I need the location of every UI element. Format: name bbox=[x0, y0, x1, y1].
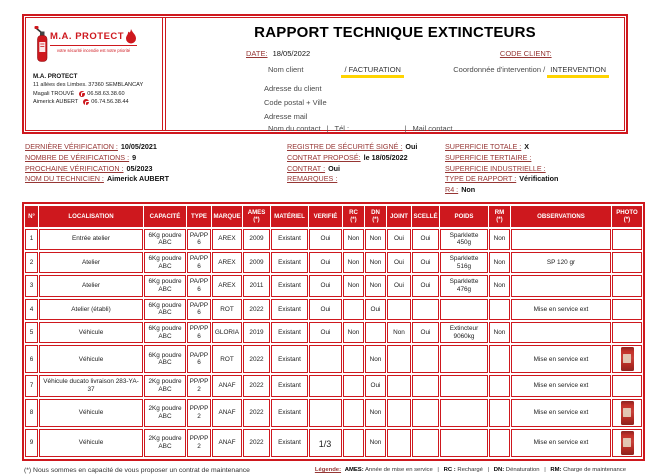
table-row bbox=[25, 399, 642, 427]
cell-marque: ANAF bbox=[212, 429, 242, 457]
cell-type: PP/PP2 bbox=[187, 399, 211, 427]
table-header-row bbox=[25, 206, 642, 227]
header-box bbox=[22, 14, 628, 134]
header-main bbox=[165, 18, 624, 133]
code-postal-label: Code postal + Ville bbox=[264, 97, 327, 107]
cell-ames: 2022 bbox=[243, 429, 270, 457]
phone-icon bbox=[79, 91, 85, 97]
cell-marque: AREX bbox=[212, 229, 242, 250]
cell-rc bbox=[343, 399, 364, 427]
cell-rm: Non bbox=[489, 252, 510, 273]
info-column-verification bbox=[25, 142, 287, 196]
cell-photo bbox=[612, 252, 642, 273]
cell-observations: Mise en service ext bbox=[511, 429, 611, 457]
cell-ames: 2009 bbox=[243, 252, 270, 273]
cell-observations bbox=[511, 229, 611, 250]
column-header: N° bbox=[25, 206, 38, 227]
cell-materiel: Existant bbox=[271, 375, 308, 396]
info-field: REMARQUES : bbox=[287, 174, 338, 184]
column-header: SCELLÉ bbox=[412, 206, 439, 227]
legend-label: Légende: bbox=[314, 466, 342, 473]
separator: | bbox=[326, 123, 329, 133]
cell-verifie: Oui bbox=[309, 275, 342, 296]
date-value: 18/05/2022 bbox=[272, 49, 311, 58]
cell-poids bbox=[440, 375, 488, 396]
extinguisher-photo bbox=[621, 401, 634, 425]
info-field: NOM DU TECHNICIEN : Aimerick AUBERT bbox=[25, 174, 169, 184]
cell-marque: AREX bbox=[212, 252, 242, 273]
cell-rm bbox=[489, 375, 510, 396]
info-column-contrat bbox=[287, 142, 445, 196]
page-number: 1/3 bbox=[318, 439, 332, 449]
cell-numero: 2 bbox=[25, 252, 38, 273]
cell-materiel: Existant bbox=[271, 252, 308, 273]
cell-rm bbox=[489, 399, 510, 427]
cell-observations: Mise en service ext bbox=[511, 375, 611, 396]
cell-scelle: Oui bbox=[412, 275, 439, 296]
cell-dn: Non bbox=[365, 275, 386, 296]
company-address-block bbox=[33, 72, 156, 106]
cell-joint: Oui bbox=[387, 252, 411, 273]
cell-poids: Sparklette 516g bbox=[440, 252, 488, 273]
cell-joint bbox=[387, 299, 411, 320]
coordonnee-intervention-label: Coordonnée d'intervention / bbox=[453, 65, 546, 74]
cell-photo bbox=[612, 322, 642, 343]
cell-marque: GLORIA bbox=[212, 322, 242, 343]
cell-joint: Non bbox=[387, 322, 411, 343]
cell-localisation: Entrée atelier bbox=[39, 229, 143, 250]
company-address: 11 allées des Limbes. 37360 SEMBLANCAY bbox=[33, 82, 144, 89]
cell-capacite: 6Kg poudre ABC bbox=[144, 299, 186, 320]
cell-dn: Oui bbox=[365, 375, 386, 396]
column-header: MATÉRIEL bbox=[271, 206, 308, 227]
cell-rc: Non bbox=[343, 229, 364, 250]
cell-rc: Non bbox=[343, 322, 364, 343]
cell-ames: 2022 bbox=[243, 299, 270, 320]
date-row bbox=[174, 49, 616, 58]
cell-joint bbox=[387, 399, 411, 427]
cell-photo bbox=[612, 299, 642, 320]
column-header: PHOTO (*) bbox=[612, 206, 642, 227]
info-field: SUPERFICIE TERTIAIRE : bbox=[445, 152, 532, 162]
column-header: RC (*) bbox=[343, 206, 364, 227]
cell-localisation: Véhicule bbox=[39, 429, 143, 457]
cell-localisation: Véhicule ducato livraison 283-YA-37 bbox=[39, 375, 143, 396]
cell-ames: 2022 bbox=[243, 399, 270, 427]
cell-type: PA/PP6 bbox=[187, 229, 211, 250]
cell-numero: 4 bbox=[25, 299, 38, 320]
column-header: AMES (*) bbox=[243, 206, 270, 227]
table-row bbox=[25, 345, 642, 373]
cell-dn bbox=[365, 322, 386, 343]
cell-verifie: Oui bbox=[309, 322, 342, 343]
cell-marque: ANAF bbox=[212, 375, 242, 396]
info-field: CONTRAT : Oui bbox=[287, 163, 341, 173]
cell-capacite: 6Kg poudre ABC bbox=[144, 275, 186, 296]
cell-marque: ROT bbox=[212, 299, 242, 320]
contact-line-1: Magali TROUVÉ 06.58.63.38.60 bbox=[33, 90, 125, 97]
cell-capacite: 6Kg poudre ABC bbox=[144, 322, 186, 343]
verification-info-section bbox=[22, 142, 628, 196]
legend bbox=[315, 467, 626, 473]
table-row bbox=[25, 322, 642, 343]
flame-icon bbox=[124, 29, 137, 44]
footer-row bbox=[22, 467, 628, 474]
cell-scelle: Oui bbox=[412, 252, 439, 273]
column-header: TYPE bbox=[187, 206, 211, 227]
legend-item: AMES: Année de mise en service | bbox=[344, 466, 439, 473]
cell-ames: 2022 bbox=[243, 375, 270, 396]
cell-numero: 5 bbox=[25, 322, 38, 343]
cell-localisation: Atelier bbox=[39, 275, 143, 296]
contact-line-2: Aimerick AUBERT 06.74.56.38.44 bbox=[33, 99, 129, 106]
info-field: R4 : Non bbox=[445, 185, 476, 195]
cell-type: PA/PP6 bbox=[187, 275, 211, 296]
maintenance-footnote: (*) Nous sommes en capacité de vous proposer un contrat de maintenance bbox=[24, 466, 250, 474]
cell-capacite: 2Kg poudre ABC bbox=[144, 375, 186, 396]
cell-marque: ANAF bbox=[212, 399, 242, 427]
cell-localisation: Véhicule bbox=[39, 345, 143, 373]
adresse-mail-label: Adresse mail bbox=[264, 111, 308, 121]
nom-du-contact-label: Nom du contact bbox=[268, 123, 321, 133]
cell-verifie: Oui bbox=[309, 299, 342, 320]
cell-marque: ROT bbox=[212, 345, 242, 373]
cell-rm: Non bbox=[489, 322, 510, 343]
cell-rm bbox=[489, 299, 510, 320]
tel-label: Tél : bbox=[334, 123, 350, 133]
cell-photo bbox=[612, 399, 642, 427]
cell-dn: Non bbox=[365, 229, 386, 250]
info-field: REGISTRE DE SÉCURITÉ SIGNÉ : Oui bbox=[287, 142, 418, 151]
intervention-label: INTERVENTION bbox=[547, 65, 609, 78]
cell-rm: Non bbox=[489, 229, 510, 250]
cell-scelle bbox=[412, 375, 439, 396]
legend-item: RM: Charge de maintenance bbox=[550, 466, 626, 473]
cell-verifie bbox=[309, 399, 342, 427]
info-field: SUPERFICIE INDUSTRIELLE : bbox=[445, 163, 546, 173]
cell-materiel: Existant bbox=[271, 322, 308, 343]
column-header: VERIFIÉ bbox=[309, 206, 342, 227]
cell-rc bbox=[343, 299, 364, 320]
cell-photo bbox=[612, 345, 642, 373]
company-logo bbox=[33, 23, 156, 65]
cell-observations: Mise en service ext bbox=[511, 399, 611, 427]
cell-ames: 2009 bbox=[243, 229, 270, 250]
cell-capacite: 6Kg poudre ABC bbox=[144, 229, 186, 250]
cell-joint bbox=[387, 345, 411, 373]
cell-materiel: Existant bbox=[271, 429, 308, 457]
adresse-client-label: Adresse du client bbox=[264, 84, 322, 93]
column-header: OBSERVATIONS bbox=[511, 206, 611, 227]
info-field: SUPERFICIE TOTALE : X bbox=[445, 142, 530, 151]
cell-scelle bbox=[412, 345, 439, 373]
cell-type: PA/PP6 bbox=[187, 299, 211, 320]
cell-localisation: Véhicule bbox=[39, 322, 143, 343]
cell-observations bbox=[511, 275, 611, 296]
cell-type: PP/PP6 bbox=[187, 322, 211, 343]
info-field: CONTRAT PROPOSÉ: le 18/05/2022 bbox=[287, 152, 408, 162]
info-field: DERNIÈRE VÉRIFICATION : 10/05/2021 bbox=[25, 142, 157, 151]
cell-marque: AREX bbox=[212, 275, 242, 296]
cell-capacite: 2Kg poudre ABC bbox=[144, 429, 186, 457]
cell-joint: Oui bbox=[387, 275, 411, 296]
cell-ames: 2011 bbox=[243, 275, 270, 296]
cell-numero: 8 bbox=[25, 399, 38, 427]
nom-client-label: Nom client bbox=[268, 65, 304, 74]
column-header: RM (*) bbox=[489, 206, 510, 227]
legend-item: DN: Dénaturation | bbox=[493, 466, 546, 473]
extinguisher-table bbox=[22, 202, 645, 461]
cell-poids: Sparklette 450g bbox=[440, 229, 488, 250]
cell-materiel: Existant bbox=[271, 275, 308, 296]
cell-poids bbox=[440, 345, 488, 373]
column-header: JOINT bbox=[387, 206, 411, 227]
table-row bbox=[25, 275, 642, 296]
info-field: NOMBRE DE VÉRIFICATIONS : 9 bbox=[25, 152, 137, 162]
cell-materiel: Existant bbox=[271, 345, 308, 373]
cell-photo bbox=[612, 375, 642, 396]
cell-dn: Non bbox=[365, 429, 386, 457]
cell-rc: Non bbox=[343, 275, 364, 296]
date-label: DATE: bbox=[246, 49, 268, 58]
column-header: POIDS bbox=[440, 206, 488, 227]
cell-numero: 1 bbox=[25, 229, 38, 250]
cell-poids: Sparklette 476g bbox=[440, 275, 488, 296]
cell-materiel: Existant bbox=[271, 229, 308, 250]
cell-rm: Non bbox=[489, 275, 510, 296]
cell-verifie bbox=[309, 345, 342, 373]
cell-type: PP/PP2 bbox=[187, 375, 211, 396]
client-address-fields bbox=[174, 82, 616, 124]
cell-type: PA/PP6 bbox=[187, 252, 211, 273]
column-header: LOCALISATION bbox=[39, 206, 143, 227]
column-header: DN (*) bbox=[365, 206, 386, 227]
brand-tagline: votre sécurité incendie est notre priorité bbox=[56, 47, 131, 53]
table-row bbox=[25, 299, 642, 320]
cell-capacite: 6Kg poudre ABC bbox=[144, 252, 186, 273]
cell-dn: Non bbox=[365, 252, 386, 273]
page-title: RAPPORT TECHNIQUE EXTINCTEURS bbox=[254, 24, 536, 41]
cell-observations: Mise en service ext bbox=[511, 345, 611, 373]
cell-observations: Mise en service ext bbox=[511, 299, 611, 320]
cell-rc bbox=[343, 375, 364, 396]
cell-photo bbox=[612, 275, 642, 296]
company-name: M.A. PROTECT bbox=[33, 73, 78, 80]
mail-contact-label: Mail contact bbox=[412, 123, 453, 133]
cell-type: PA/PP6 bbox=[187, 345, 211, 373]
cell-scelle bbox=[412, 299, 439, 320]
cell-rc: Non bbox=[343, 252, 364, 273]
cell-verifie: Oui bbox=[309, 229, 342, 250]
legend-item: RC : Rechargé | bbox=[443, 466, 490, 473]
header-inner bbox=[25, 17, 625, 131]
cell-numero: 9 bbox=[25, 429, 38, 457]
brand-name: M.A. PROTECT bbox=[50, 31, 125, 42]
table-row bbox=[25, 252, 642, 273]
cell-poids bbox=[440, 299, 488, 320]
cell-scelle bbox=[412, 399, 439, 427]
table-row bbox=[25, 375, 642, 396]
column-header: MARQUE bbox=[212, 206, 242, 227]
cell-localisation: Véhicule bbox=[39, 399, 143, 427]
cell-type: PP/PP2 bbox=[187, 429, 211, 457]
cell-poids bbox=[440, 399, 488, 427]
phone-icon bbox=[83, 99, 89, 105]
extinguisher-icon bbox=[33, 23, 50, 65]
cell-scelle: Oui bbox=[412, 322, 439, 343]
cell-scelle: Oui bbox=[412, 229, 439, 250]
cell-capacite: 6Kg poudre ABC bbox=[144, 345, 186, 373]
cell-localisation: Atelier bbox=[39, 252, 143, 273]
cell-numero: 7 bbox=[25, 375, 38, 396]
cell-capacite: 2Kg poudre ABC bbox=[144, 399, 186, 427]
cell-observations: SP 120 gr bbox=[511, 252, 611, 273]
facturation-label: / FACTURATION bbox=[341, 65, 404, 78]
cell-dn: Non bbox=[365, 345, 386, 373]
cell-joint bbox=[387, 375, 411, 396]
info-column-superficie bbox=[445, 142, 628, 196]
code-client-label: CODE CLIENT: bbox=[499, 49, 552, 58]
cell-observations bbox=[511, 322, 611, 343]
info-field: PROCHAINE VÉRIFICATION : 05/2023 bbox=[25, 163, 153, 173]
cell-ames: 2019 bbox=[243, 322, 270, 343]
info-field: TYPE DE RAPPORT : Vérification bbox=[445, 174, 559, 184]
cell-rm bbox=[489, 345, 510, 373]
cell-dn: Oui bbox=[365, 299, 386, 320]
company-logo-block bbox=[26, 18, 163, 130]
cell-numero: 6 bbox=[25, 345, 38, 373]
cell-joint: Oui bbox=[387, 229, 411, 250]
separator: | bbox=[404, 123, 407, 133]
contact-fields-row bbox=[174, 124, 616, 133]
column-header: CAPACITÉ bbox=[144, 206, 186, 227]
table-row bbox=[25, 229, 642, 250]
cell-ames: 2022 bbox=[243, 345, 270, 373]
cell-photo bbox=[612, 229, 642, 250]
cell-rc bbox=[343, 345, 364, 373]
cell-verifie: Oui bbox=[309, 252, 342, 273]
cell-verifie bbox=[309, 375, 342, 396]
cell-localisation: Atelier (établi) bbox=[39, 299, 143, 320]
cell-dn: Non bbox=[365, 399, 386, 427]
client-row bbox=[174, 65, 616, 78]
cell-materiel: Existant bbox=[271, 299, 308, 320]
cell-materiel: Existant bbox=[271, 399, 308, 427]
extinguisher-photo bbox=[621, 347, 634, 371]
cell-numero: 3 bbox=[25, 275, 38, 296]
cell-poids: Extincteur 9060kg bbox=[440, 322, 488, 343]
